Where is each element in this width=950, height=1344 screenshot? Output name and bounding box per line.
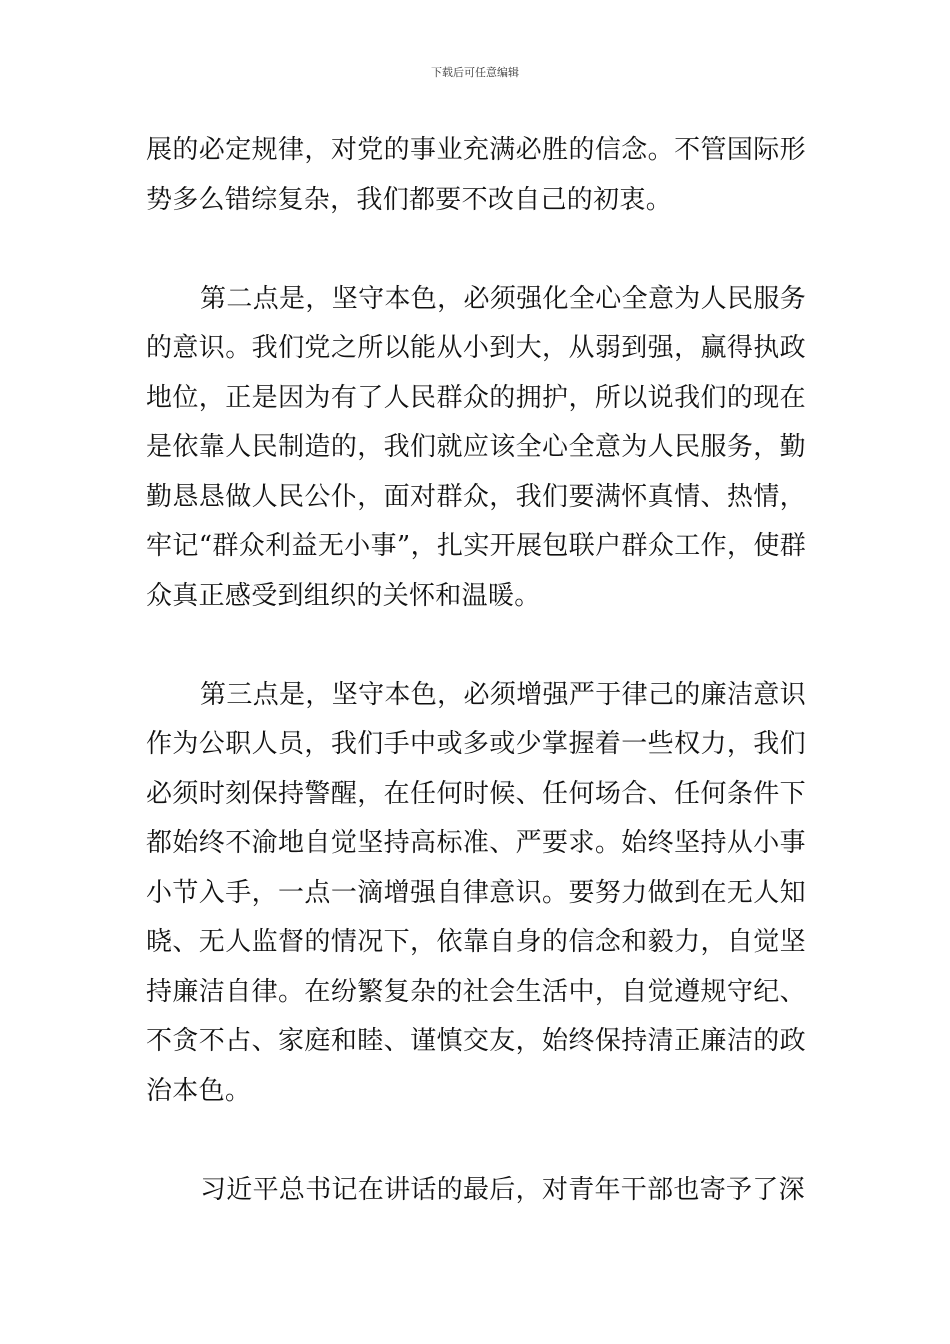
paragraph-closing: 习近平总书记在讲话的最后，对青年干部也寄予了深 [200, 1174, 805, 1205]
paragraph-point-two: 第二点是，坚守本色，必须强化全心全意为人民服务的意识。我们党之所以能从小到大，从弱到强，赢得执政地位，正是因为有了人民群众的拥护，所以说我们的现在是依靠人民制造的，我们就应该全心全意为人民服务，勤勤恳恳做人民公仆，面对群众，我们要满怀真情、热情，牢记“群众利益无小事”，扎实开展包联户群众工作，使群众真正感受到组织的关怀和温暖。 [146, 283, 806, 611]
paragraph-point-three: 第三点是，坚守本色，必须增强严于律己的廉洁意识作为公职人员，我们手中或多或少掌握着一些权力，我们必须时刻保持警醒，在任何时候、任何场合、任何条件下都始终不渝地自觉坚持高标准、严要求。始终坚持从小事小节入手，一点一滴增强自律意识。要努力做到在无人知晓、无人监督的情况下，依靠自身的信念和毅力，自觉坚持廉洁自律。在纷繁复杂的社会生活中，自觉遵规守纪、不贪不占、家庭和睦、谨慎交友，始终保持清正廉洁的政治本色。 [146, 679, 806, 1106]
paragraph-continuation: 展的必定规律，对党的事业充满必胜的信念。不管国际形势多么错综复杂，我们都要不改自己的初衷。 [146, 135, 806, 215]
page-header-note: 下载后可任意编辑 [431, 66, 519, 79]
document-body [146, 126, 806, 1215]
